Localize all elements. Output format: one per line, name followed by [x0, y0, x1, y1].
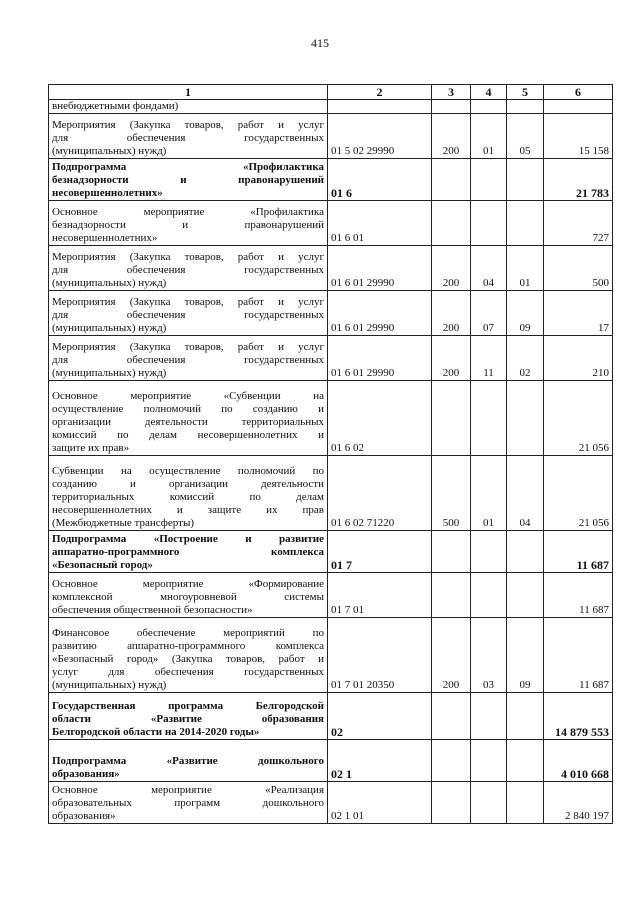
row-col5 [507, 740, 544, 782]
row-col5: 09 [507, 291, 544, 336]
row-description [49, 573, 328, 618]
row-col5: 04 [507, 456, 544, 531]
row-code: 01 7 01 [328, 573, 432, 618]
table-row [49, 246, 613, 291]
row-code: 01 6 [328, 159, 432, 201]
description-line: «Безопасный город» [52, 559, 153, 571]
row-amount [544, 100, 613, 114]
description-line: для обеспечения государственных [52, 309, 324, 321]
description-line: обеспечения общественной безопасности» [52, 604, 253, 616]
description-line: внебюджетными фондами) [52, 100, 179, 112]
table-row [49, 291, 613, 336]
row-code: 01 6 02 71220 [328, 456, 432, 531]
row-col5 [507, 159, 544, 201]
row-col4 [471, 693, 507, 740]
row-col3 [432, 740, 471, 782]
row-code [328, 100, 432, 114]
row-col5 [507, 531, 544, 573]
description-line: осуществление полномочий по созданию и [52, 403, 324, 415]
row-col4 [471, 782, 507, 824]
description-line: образования» [52, 768, 120, 780]
row-col4 [471, 531, 507, 573]
row-col4: 04 [471, 246, 507, 291]
row-col3 [432, 782, 471, 824]
row-description [49, 291, 328, 336]
description-line: несовершеннолетних» [52, 187, 163, 199]
description-line: области «Развитие образования [52, 713, 324, 725]
table-row [49, 456, 613, 531]
row-col3 [432, 100, 471, 114]
description-line: аппаратно-программного комплекса [52, 546, 324, 558]
description-line: Основное мероприятие «Формирование [52, 578, 324, 590]
row-description [49, 740, 328, 782]
row-col3 [432, 381, 471, 456]
row-description [49, 456, 328, 531]
description-line: защите их прав» [52, 442, 130, 454]
table-row [49, 336, 613, 381]
description-line: (муниципальных) нужд) [52, 145, 167, 157]
row-col3: 200 [432, 336, 471, 381]
row-description [49, 336, 328, 381]
row-col5 [507, 100, 544, 114]
description-line: организации деятельности территориальных [52, 416, 324, 428]
description-line: образования» [52, 810, 116, 822]
row-amount: 21 056 [544, 456, 613, 531]
row-col5 [507, 381, 544, 456]
column-header: 1 [49, 85, 328, 100]
description-line: развитию аппаратно-программного комплекса [52, 640, 324, 652]
row-col4 [471, 201, 507, 246]
row-description [49, 159, 328, 201]
row-amount: 210 [544, 336, 613, 381]
column-header: 5 [507, 85, 544, 100]
table-row [49, 740, 613, 782]
description-line: несовершеннолетних и защите их прав [52, 504, 324, 516]
table-row [49, 573, 613, 618]
row-code: 01 6 01 29990 [328, 291, 432, 336]
description-line: (муниципальных) нужд) [52, 367, 167, 379]
row-amount: 4 010 668 [544, 740, 613, 782]
row-col4: 11 [471, 336, 507, 381]
description-line: Мероприятия (Закупка товаров, работ и услуг [52, 251, 324, 263]
description-line: Субвенции на осуществление полномочий по [52, 465, 324, 477]
description-line: (муниципальных) нужд) [52, 679, 167, 691]
description-line: Государственная программа Белгородской [52, 700, 324, 712]
row-col4: 01 [471, 456, 507, 531]
description-line: Мероприятия (Закупка товаров, работ и услуг [52, 296, 324, 308]
description-line: Белгородской области на 2014-2020 годы» [52, 726, 260, 738]
column-header: 6 [544, 85, 613, 100]
row-description [49, 100, 328, 114]
row-col4 [471, 381, 507, 456]
row-amount: 11 687 [544, 573, 613, 618]
row-code: 01 6 02 [328, 381, 432, 456]
row-col3: 200 [432, 291, 471, 336]
row-amount: 11 687 [544, 531, 613, 573]
description-line: «Безопасный город» (Закупка товаров, работ и [52, 653, 324, 665]
row-description [49, 381, 328, 456]
description-line: образовательных программ дошкольного [52, 797, 324, 809]
row-description [49, 201, 328, 246]
row-description [49, 246, 328, 291]
table-row [49, 782, 613, 824]
description-line: для обеспечения государственных [52, 354, 324, 366]
description-line: для обеспечения государственных [52, 132, 324, 144]
description-line: (муниципальных) нужд) [52, 322, 167, 334]
row-col4 [471, 573, 507, 618]
table-header-row [49, 85, 613, 100]
row-col4 [471, 740, 507, 782]
row-amount: 21 056 [544, 381, 613, 456]
row-col5 [507, 573, 544, 618]
table-row [49, 159, 613, 201]
row-col5 [507, 782, 544, 824]
row-col4: 03 [471, 618, 507, 693]
column-header: 3 [432, 85, 471, 100]
description-line: Подпрограмма «Построение и развитие [52, 533, 324, 545]
table-row [49, 531, 613, 573]
description-line: безнадзорности и правонарушений [52, 219, 324, 231]
description-line: Подпрограмма «Профилактика [52, 161, 324, 173]
row-description [49, 531, 328, 573]
row-col5: 02 [507, 336, 544, 381]
row-code: 01 6 01 [328, 201, 432, 246]
row-description [49, 114, 328, 159]
row-col3 [432, 531, 471, 573]
row-code: 01 7 [328, 531, 432, 573]
description-line: Мероприятия (Закупка товаров, работ и услуг [52, 341, 324, 353]
description-line: Основное мероприятие «Профилактика [52, 206, 324, 218]
row-col5: 09 [507, 618, 544, 693]
description-line: несовершеннолетних» [52, 232, 158, 244]
row-col3 [432, 201, 471, 246]
row-code: 02 1 01 [328, 782, 432, 824]
description-line: территориальных комиссий по делам [52, 491, 324, 503]
description-line: Основное мероприятие «Субвенции на [52, 390, 324, 402]
description-line: безнадзорности и правонарушений [52, 174, 324, 186]
description-line: созданию и организации деятельности [52, 478, 324, 490]
column-header: 2 [328, 85, 432, 100]
row-col4 [471, 100, 507, 114]
row-col3 [432, 159, 471, 201]
row-col3: 200 [432, 618, 471, 693]
description-line: для обеспечения государственных [52, 264, 324, 276]
row-description [49, 693, 328, 740]
page-number: 415 [311, 36, 329, 50]
row-col4 [471, 159, 507, 201]
description-line: (муниципальных) нужд) [52, 277, 167, 289]
table-row [49, 114, 613, 159]
row-amount: 14 879 553 [544, 693, 613, 740]
budget-table [48, 84, 613, 824]
row-amount: 17 [544, 291, 613, 336]
row-col5: 01 [507, 246, 544, 291]
row-description [49, 782, 328, 824]
row-amount: 727 [544, 201, 613, 246]
row-code: 02 1 [328, 740, 432, 782]
table-body [49, 100, 613, 824]
row-col3: 500 [432, 456, 471, 531]
row-description [49, 618, 328, 693]
description-line: Основное мероприятие «Реализация [52, 784, 324, 796]
row-col3 [432, 693, 471, 740]
table-row [49, 381, 613, 456]
row-col5: 05 [507, 114, 544, 159]
row-col3 [432, 573, 471, 618]
description-line: Мероприятия (Закупка товаров, работ и услуг [52, 119, 324, 131]
description-line: комиссий по делам несовершеннолетних и [52, 429, 324, 441]
row-col5 [507, 201, 544, 246]
row-col4: 01 [471, 114, 507, 159]
row-code: 01 7 01 20350 [328, 618, 432, 693]
table-row [49, 100, 613, 114]
description-line: Подпрограмма «Развитие дошкольного [52, 755, 324, 767]
row-col3: 200 [432, 246, 471, 291]
table-row [49, 618, 613, 693]
description-line: (Межбюджетные трансферты) [52, 517, 194, 529]
column-header: 4 [471, 85, 507, 100]
row-code: 01 5 02 29990 [328, 114, 432, 159]
row-amount: 21 783 [544, 159, 613, 201]
row-col5 [507, 693, 544, 740]
row-amount: 500 [544, 246, 613, 291]
description-line: Финансовое обеспечение мероприятий по [52, 627, 324, 639]
description-line: услуг для обеспечения государственных [52, 666, 324, 678]
row-code: 02 [328, 693, 432, 740]
row-code: 01 6 01 29990 [328, 336, 432, 381]
table-row [49, 201, 613, 246]
row-code: 01 6 01 29990 [328, 246, 432, 291]
row-amount: 2 840 197 [544, 782, 613, 824]
table-row [49, 693, 613, 740]
row-col3: 200 [432, 114, 471, 159]
row-amount: 11 687 [544, 618, 613, 693]
description-line: комплексной многоуровневой системы [52, 591, 324, 603]
row-col4: 07 [471, 291, 507, 336]
row-amount: 15 158 [544, 114, 613, 159]
